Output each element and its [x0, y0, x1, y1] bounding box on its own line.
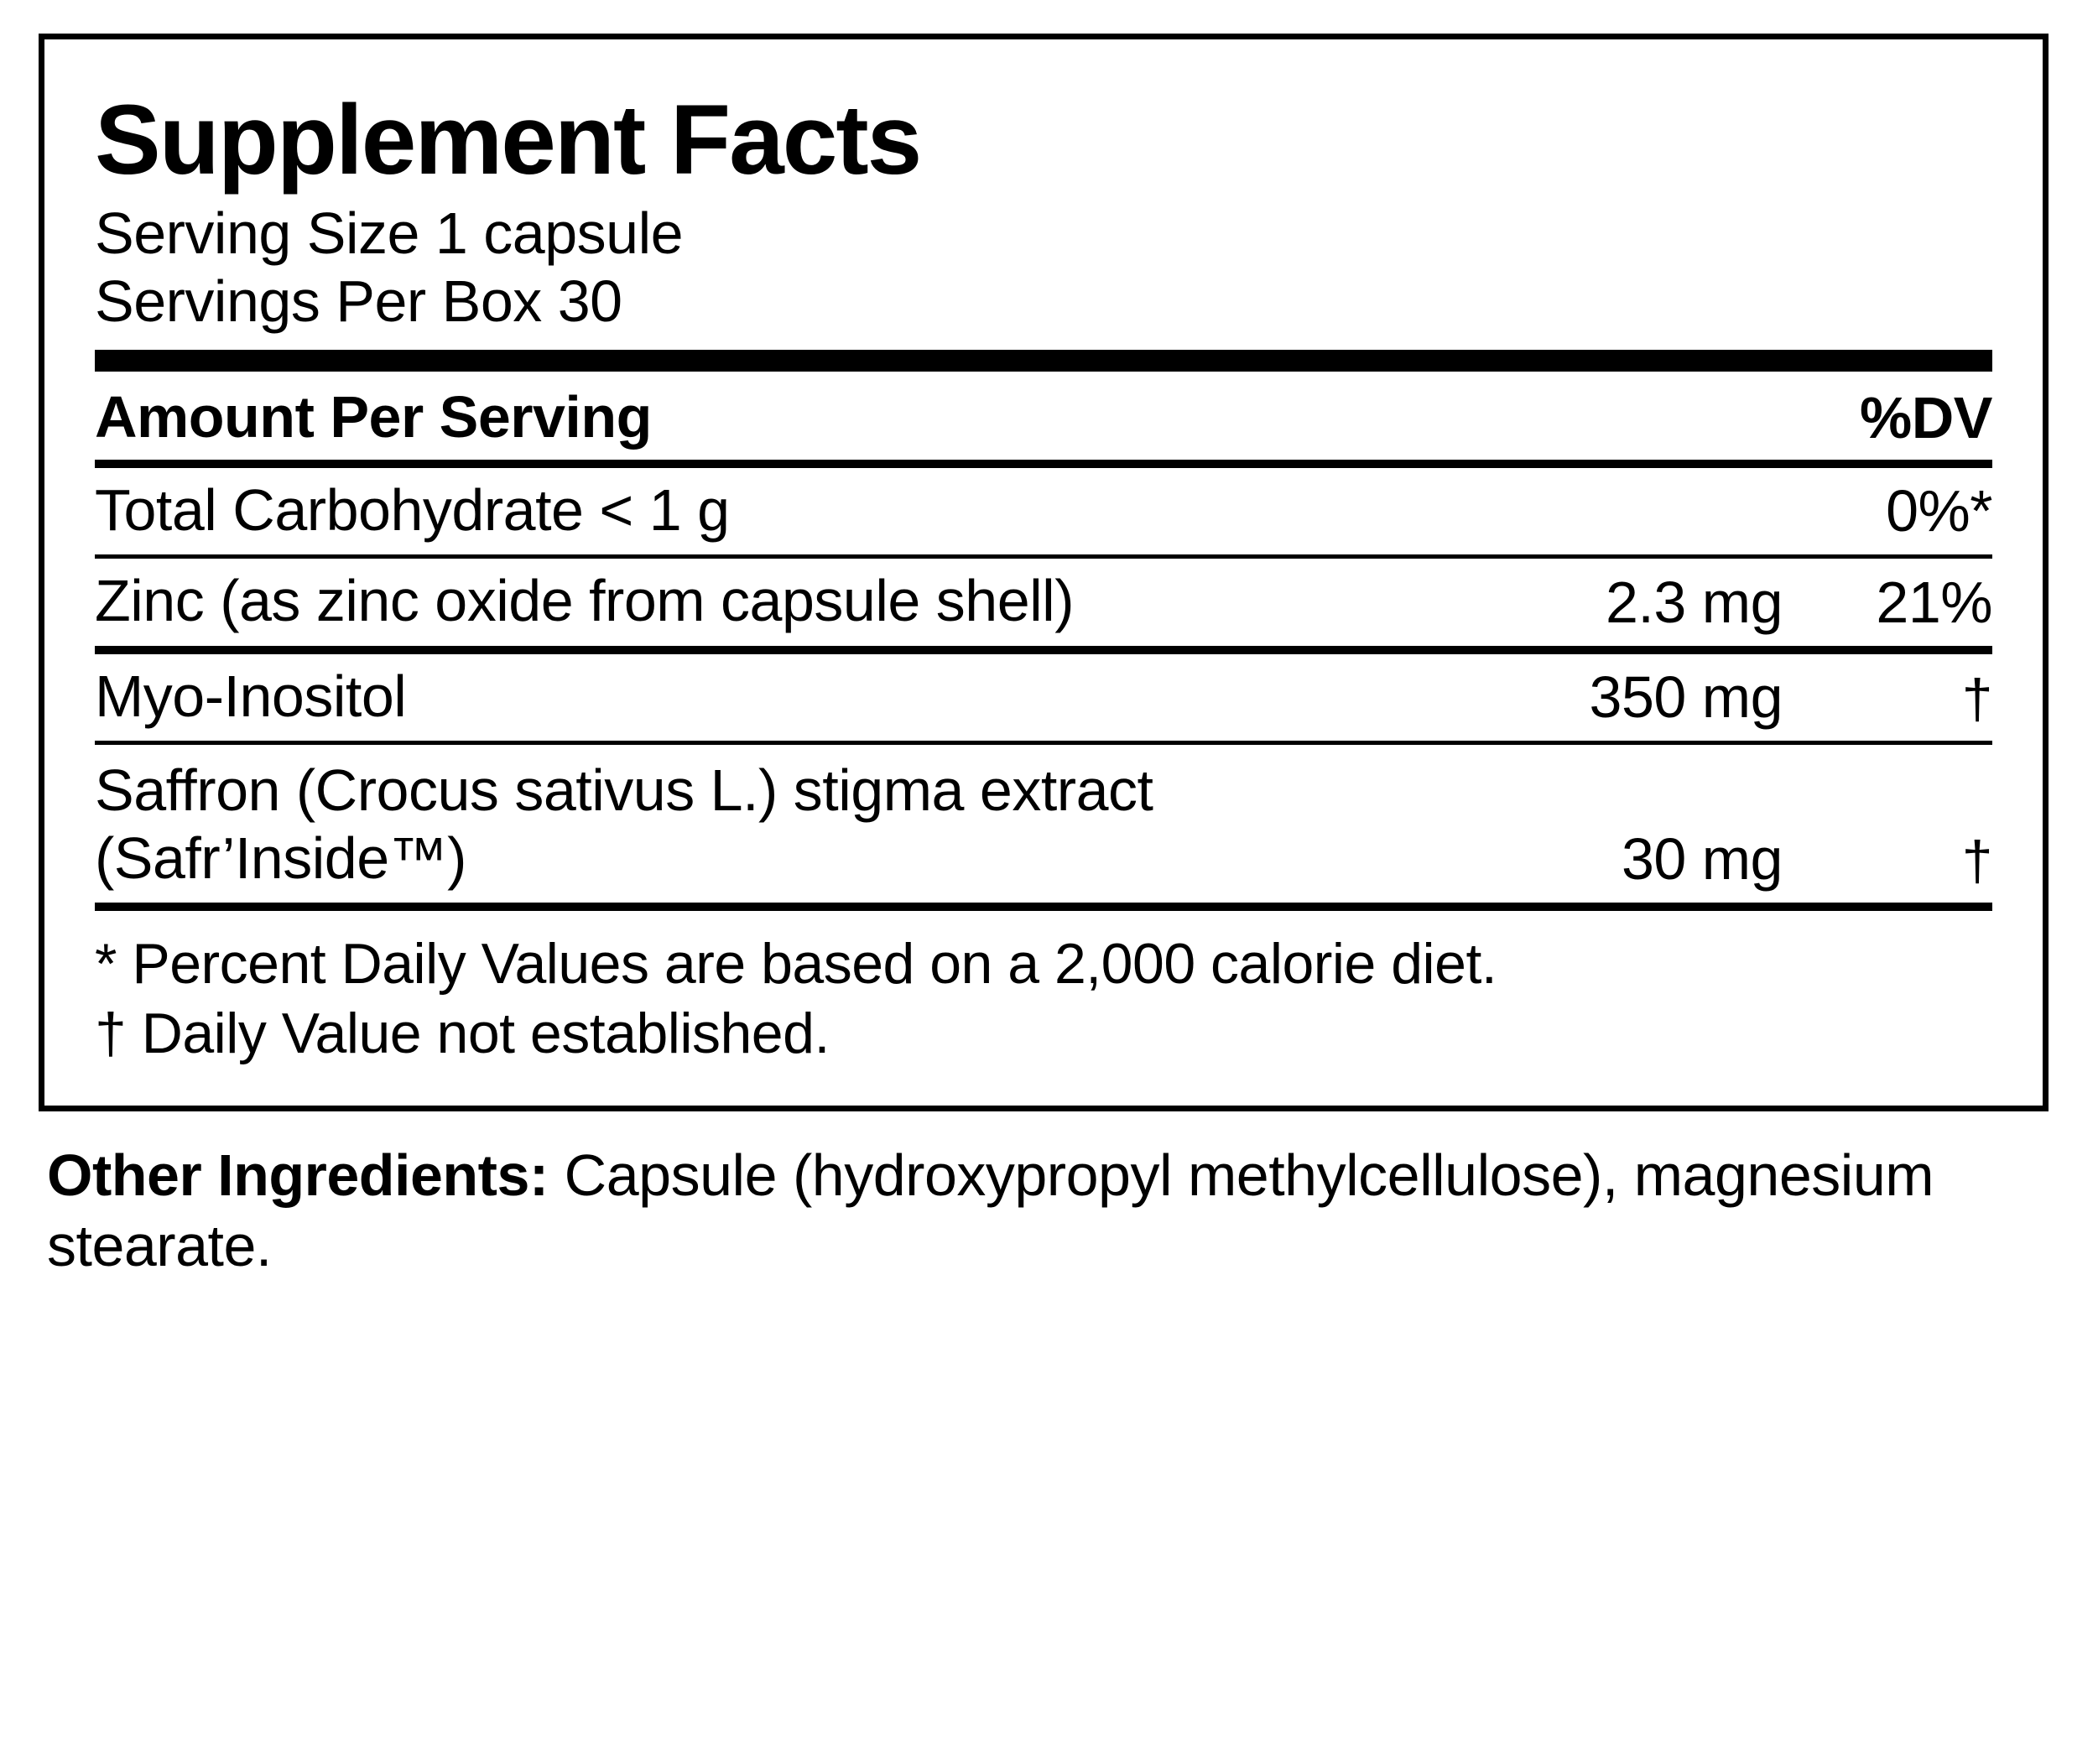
table-row [95, 654, 1992, 741]
nutrient-dv: 0%* [1886, 478, 1992, 544]
nutrient-amount: 350 mg [1589, 663, 1783, 730]
nutrient-name: Total Carbohydrate < 1 g [95, 477, 730, 544]
table-header-row [95, 372, 1992, 460]
divider-medium-bottom [95, 903, 1992, 911]
serving-size-line: Serving Size 1 capsule [95, 200, 684, 267]
nutrient-amount: 2.3 mg [1606, 569, 1783, 635]
nutrient-amount [1506, 536, 1783, 554]
nutrient-name-line-2: (Safr’Inside™) [95, 825, 466, 892]
nutrient-name [95, 745, 1506, 903]
nutrient-name: Myo-Inositol [95, 663, 407, 729]
other-ingredients [39, 1111, 1941, 1281]
nutrient-name-line-1: Saffron (Crocus sativus L.) stigma extract [95, 757, 1153, 823]
panel-title: Supplement Facts [95, 85, 921, 195]
divider-medium-2 [95, 646, 1992, 654]
footnotes [95, 911, 1992, 1069]
table-row [95, 468, 1992, 554]
header-amount-spacer [1506, 441, 1783, 460]
nutrient-name: Zinc (as zinc oxide from capsule shell) [95, 568, 1075, 634]
divider-thick-top [95, 350, 1992, 372]
table-row [95, 559, 1992, 645]
nutrient-dv: † [1961, 830, 1992, 892]
footnote-daily-values: * Percent Daily Values are based on a 2,000 calorie diet. [95, 932, 1497, 996]
table-row [95, 745, 1992, 903]
nutrient-dv: † [1961, 667, 1992, 730]
other-ingredients-label: Other Ingredients: [47, 1142, 549, 1209]
amount-per-serving-label: Amount Per Serving [95, 384, 652, 450]
servings-per-container-line: Servings Per Box 30 [95, 268, 622, 334]
supplement-facts-panel [39, 34, 2049, 1111]
percent-dv-label: %DV [1860, 385, 1992, 451]
other-ingredients-text: Capsule (hydroxypropyl methylcellulose), magnesium stearate. [47, 1142, 1934, 1279]
nutrient-dv: 21% [1876, 569, 1992, 635]
divider-under-header [95, 460, 1992, 468]
footnote-dagger: † Daily Value not established. [95, 1002, 830, 1066]
nutrient-amount: 30 mg [1621, 826, 1783, 892]
